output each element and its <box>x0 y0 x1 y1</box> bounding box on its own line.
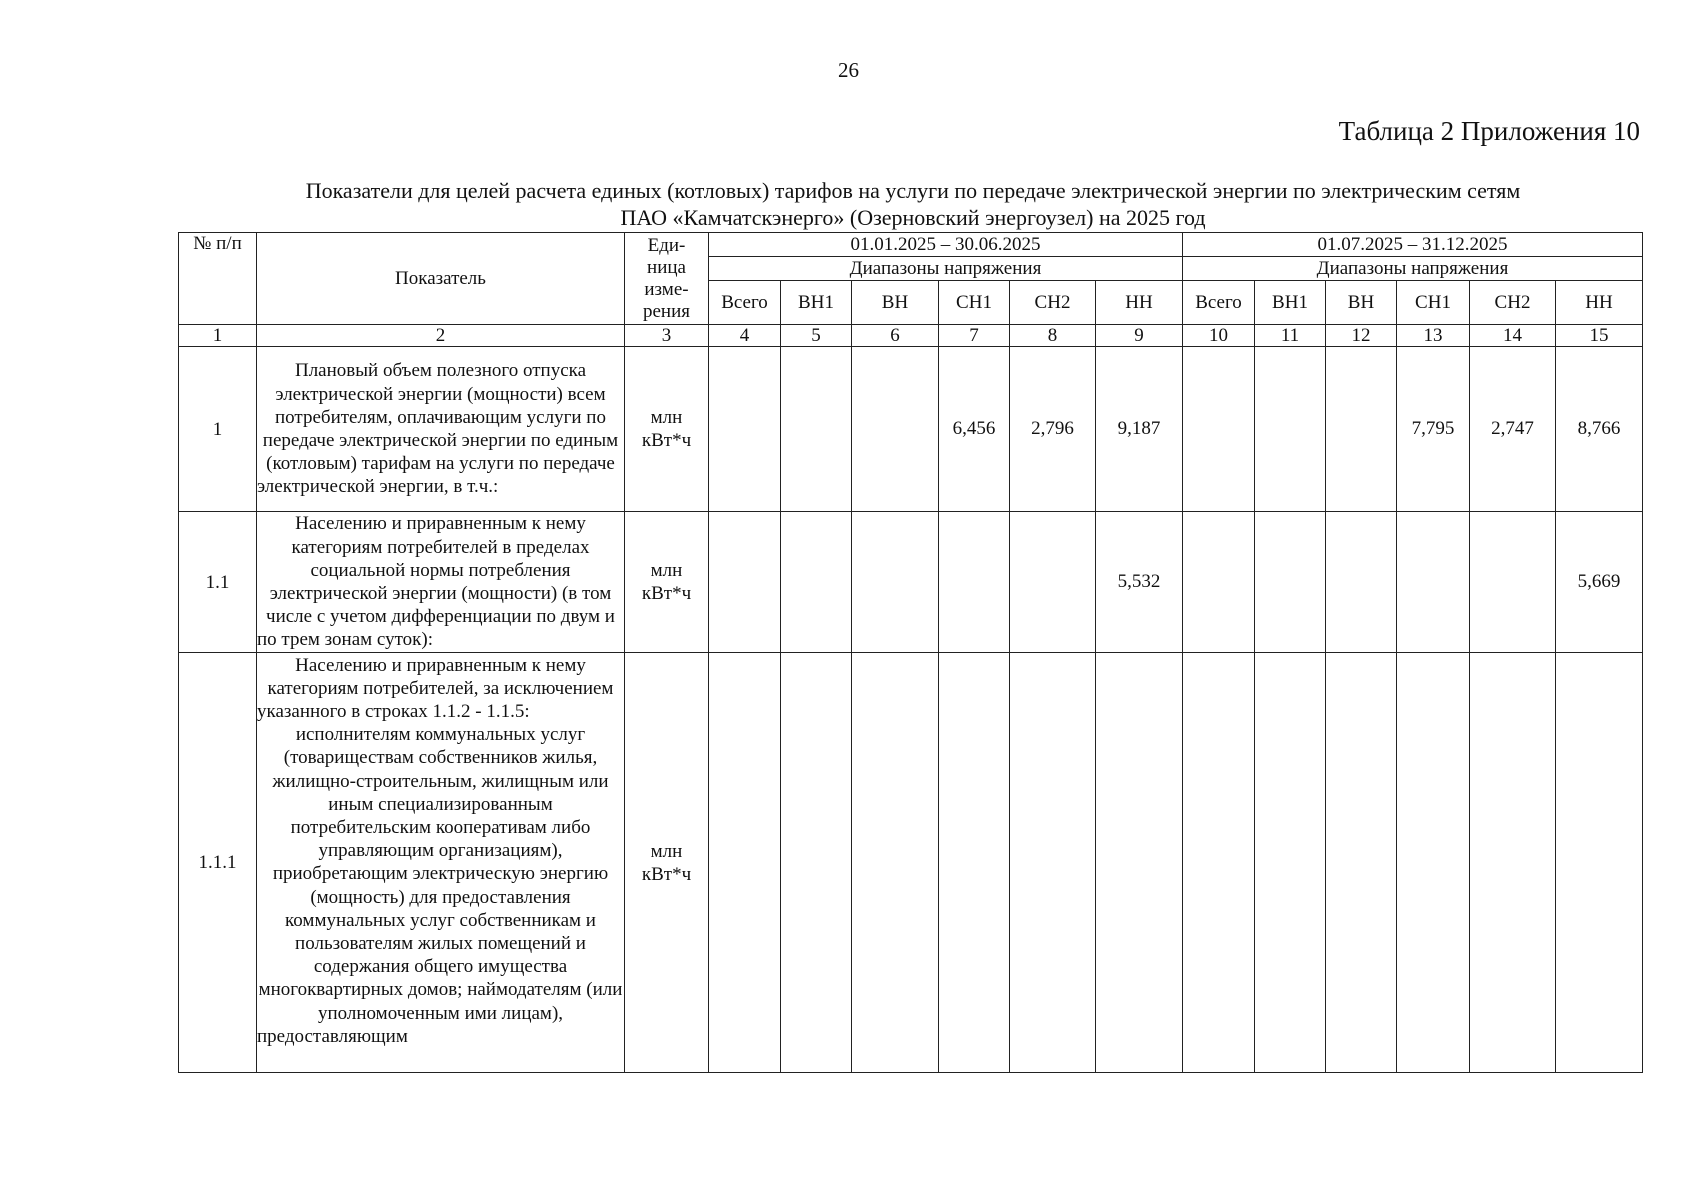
column-number: 4 <box>709 325 781 347</box>
header-unit: Еди-ница изме-рения <box>625 233 709 325</box>
value-cell <box>1470 512 1556 653</box>
row-unit: млн кВт*ч <box>625 347 709 512</box>
tariff-table <box>178 232 1643 1073</box>
value-cell <box>939 512 1010 653</box>
header-voltage: ВН1 <box>781 281 852 325</box>
row-number: 1.1.1 <box>179 653 257 1073</box>
header-ranges-1: Диапазоны напряжения <box>709 257 1183 281</box>
header-voltage: ВН <box>1326 281 1397 325</box>
row-indicator: Плановый объем полезного отпуска электрической энергии (мощности) всем потребителям, оплачивающим услуги по передаче электрической энергии по единым (котловым) тарифам на услуги по передаче электрической энергии, в т.ч.: <box>257 347 625 512</box>
value-cell <box>709 512 781 653</box>
column-number: 9 <box>1096 325 1183 347</box>
value-cell: 8,766 <box>1556 347 1643 512</box>
value-cell <box>1556 653 1643 1073</box>
value-cell <box>1397 653 1470 1073</box>
header-voltage: ВН <box>852 281 939 325</box>
column-number: 1 <box>179 325 257 347</box>
value-cell <box>1470 653 1556 1073</box>
column-number: 11 <box>1255 325 1326 347</box>
value-cell <box>852 347 939 512</box>
appendix-label: Таблица 2 Приложения 10 <box>1338 116 1640 146</box>
header-voltage: ВН1 <box>1255 281 1326 325</box>
table-row <box>179 653 1643 1073</box>
row-unit: млн кВт*ч <box>625 653 709 1073</box>
value-cell <box>1255 512 1326 653</box>
table-row <box>179 347 1643 512</box>
value-cell <box>781 512 852 653</box>
table-title <box>178 177 1648 231</box>
header-period-2: 01.07.2025 – 31.12.2025 <box>1183 233 1643 257</box>
header-voltage: НН <box>1096 281 1183 325</box>
column-number: 2 <box>257 325 625 347</box>
header-ranges-2: Диапазоны напряжения <box>1183 257 1643 281</box>
value-cell <box>709 347 781 512</box>
header-voltage: СН2 <box>1010 281 1096 325</box>
value-cell <box>781 653 852 1073</box>
title-line-1: Показатели для целей расчета единых (котловых) тарифов на услуги по передаче электрической энергии по электрическим сетям <box>305 178 1521 203</box>
value-cell: 6,456 <box>939 347 1010 512</box>
value-cell: 9,187 <box>1096 347 1183 512</box>
row-indicator-part: Населению и приравненным к нему категориям потребителей, за исключением указанного в строках 1.1.2 - 1.1.5: <box>257 654 614 722</box>
header-voltage: СН1 <box>1397 281 1470 325</box>
header-period-1: 01.01.2025 – 30.06.2025 <box>709 233 1183 257</box>
header-voltage: НН <box>1556 281 1643 325</box>
value-cell: 7,795 <box>1397 347 1470 512</box>
column-number: 5 <box>781 325 852 347</box>
value-cell <box>1010 512 1096 653</box>
value-cell <box>939 653 1010 1073</box>
header-voltage: СН1 <box>939 281 1010 325</box>
value-cell <box>1096 653 1183 1073</box>
row-number: 1 <box>179 347 257 512</box>
header-voltage: Всего <box>1183 281 1255 325</box>
column-number: 8 <box>1010 325 1096 347</box>
value-cell <box>1326 653 1397 1073</box>
row-indicator <box>257 653 625 1073</box>
page-number: 26 <box>838 58 859 82</box>
header-row-periods <box>179 233 1643 257</box>
value-cell <box>1183 653 1255 1073</box>
row-indicator-continuation: исполнителям коммунальных услуг (товариществам собственников жилья, жилищно-строительным, жилищным или иным специализированным потребительским кооперативам либо управляющим организациям), приобретающим электрическую энергию (мощность) для предоставления коммунальных услуг собственникам и пользователям жилых помещений и содержания общего имущества многоквартирных домов; наймодателям (или уполномоченным ими лицам), предоставляющим <box>257 724 623 1047</box>
column-number: 3 <box>625 325 709 347</box>
value-cell <box>852 653 939 1073</box>
value-cell: 2,796 <box>1010 347 1096 512</box>
header-voltage: Всего <box>709 281 781 325</box>
column-number: 10 <box>1183 325 1255 347</box>
value-cell <box>1183 347 1255 512</box>
row-number: 1.1 <box>179 512 257 653</box>
column-number: 14 <box>1470 325 1556 347</box>
column-number: 6 <box>852 325 939 347</box>
header-num: № п/п <box>179 233 257 325</box>
value-cell <box>1183 512 1255 653</box>
table-row <box>179 512 1643 653</box>
value-cell <box>1397 512 1470 653</box>
value-cell: 5,669 <box>1556 512 1643 653</box>
column-number: 7 <box>939 325 1010 347</box>
header-voltage: СН2 <box>1470 281 1556 325</box>
value-cell <box>1255 653 1326 1073</box>
value-cell <box>781 347 852 512</box>
column-number: 15 <box>1556 325 1643 347</box>
value-cell: 5,532 <box>1096 512 1183 653</box>
value-cell <box>1010 653 1096 1073</box>
value-cell <box>852 512 939 653</box>
column-number-row <box>179 325 1643 347</box>
value-cell <box>1326 347 1397 512</box>
value-cell: 2,747 <box>1470 347 1556 512</box>
row-indicator: Населению и приравненным к нему категориям потребителей в пределах социальной нормы потребления электрической энергии (мощности) (в том числе с учетом дифференциации по двум и по трем зонам суток): <box>257 512 625 653</box>
title-line-2: ПАО «Камчатскэнерго» (Озерновский энергоузел) на 2025 год <box>620 205 1206 230</box>
value-cell <box>709 653 781 1073</box>
value-cell <box>1255 347 1326 512</box>
column-number: 12 <box>1326 325 1397 347</box>
column-number: 13 <box>1397 325 1470 347</box>
row-unit: млн кВт*ч <box>625 512 709 653</box>
value-cell <box>1326 512 1397 653</box>
header-indicator: Показатель <box>257 233 625 325</box>
